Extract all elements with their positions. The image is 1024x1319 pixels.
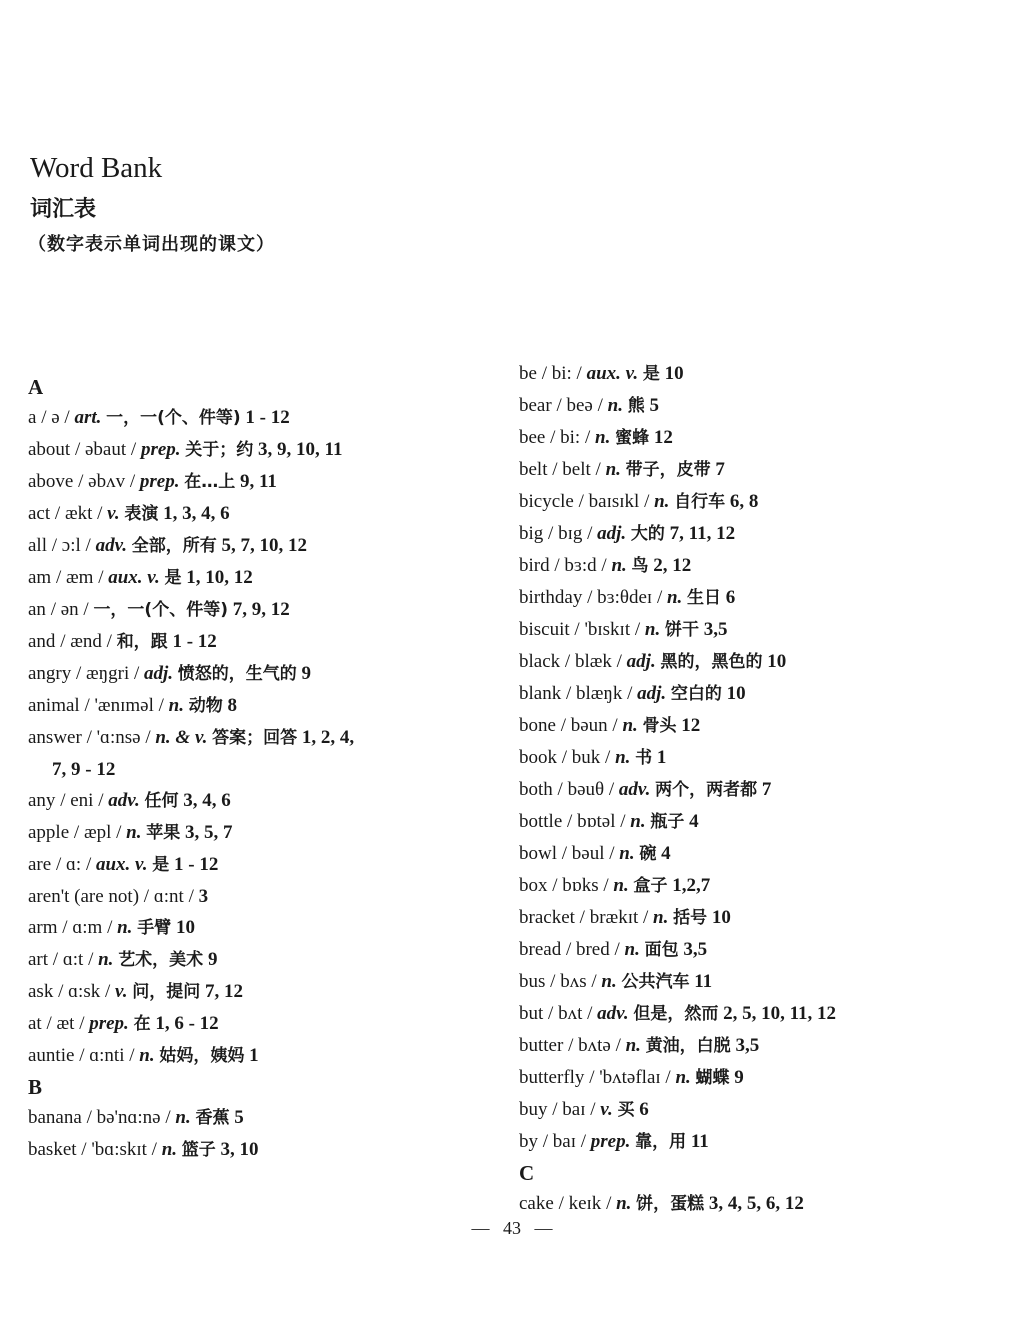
entry-lessons: 1, 3, 4, 6 [163,503,230,524]
entry-meaning: 饼，蛋糕 [636,1194,705,1214]
vocab-entry: black / blæk / adj. 黑的，黑色的 10 [519,651,787,672]
entry-lessons: 10 [664,363,684,384]
entry-phonetic: æt [56,1013,75,1034]
vocab-entry: bottle / bɒtəl / n. 瓶子 4 [519,811,699,832]
entry-word: any [28,790,56,811]
entry-lessons: 6 [639,1099,649,1120]
entry-lessons: 3, 10 [220,1139,259,1160]
entry-part-of-speech: n. [630,811,646,832]
entry-phonetic: ɑ:sk [68,981,101,1002]
entry-meaning: 靠，用 [635,1132,687,1152]
entry-part-of-speech: n. [607,395,623,416]
entry-phonetic: 'bɑ:skɪt [91,1139,147,1160]
vocab-entry: buy / baɪ / v. 买 6 [519,1099,649,1120]
entry-lessons: 1 - 12 [245,407,290,428]
entry-phonetic: ɔ:l [61,535,81,556]
entry-phonetic: buk [571,747,601,768]
entry-lessons: 1 - 12 [174,854,219,875]
entry-meaning: 在…上 [184,472,236,492]
entry-part-of-speech: n. [139,1045,155,1066]
entry-lessons: 1 [656,747,667,768]
entry-part-of-speech: n. [611,555,627,576]
page-footer [0,1218,1024,1239]
vocab-entry: art / ɑ:t / n. 艺术，美术 9 [28,949,218,970]
entry-meaning: 蝴蝶 [695,1068,730,1088]
entry-meaning: 公共汽车 [621,972,690,992]
entry-meaning: 关于；约 [185,440,254,460]
entry-part-of-speech: n. [666,587,683,608]
vocab-entry: butterfly / 'bʌtəflaɪ / n. 蝴蝶 9 [519,1067,744,1088]
entry-lessons: 3,5 [703,619,728,640]
entry-meaning: 表演 [124,504,159,524]
entry-lessons: 4 [689,811,699,832]
vocab-entry: animal / 'ænɪməl / n. 动物 8 [28,695,237,716]
entry-lessons: 1,2,7 [672,875,711,896]
entry-lessons: 4 [661,843,671,864]
entry-part-of-speech: art. [74,407,102,428]
entry-word: big [519,523,544,544]
vocab-entry: and / ænd / 和，跟 1 - 12 [28,631,217,652]
vocab-entry: act / ækt / v. 表演 1, 3, 4, 6 [28,503,230,524]
vocab-entry: bee / bi: / n. 蜜蜂 12 [519,427,673,448]
entry-word: bear [519,395,552,416]
vocab-entry: all / ɔ:l / adv. 全部，所有 5, 7, 10, 12 [28,535,308,556]
entry-phonetic: ɑ: [65,854,82,875]
section-letter: B [28,1075,43,1099]
entry-meaning: 带子，皮带 [625,460,711,480]
entry-part-of-speech: n. & v. [155,727,208,748]
entry-phonetic: æm [66,567,94,588]
page-number: 43 [503,1218,521,1238]
entry-meaning: 自行车 [674,492,726,512]
entry-lessons: 7 [761,779,772,800]
entry-phonetic: bəul [571,843,605,864]
entry-phonetic: 'ɑ:nsə [96,727,141,748]
entry-meaning: 动物 [188,696,223,716]
entry-lessons: 9, 11 [239,471,277,492]
entry-lessons: 11 [694,971,713,992]
entry-word: arm [28,917,58,938]
entry-part-of-speech: n. [644,619,661,640]
entry-word: but [519,1003,544,1024]
entry-part-of-speech: n. [117,917,133,938]
vocab-entry: but / bʌt / adv. 但是，然而 2, 5, 10, 11, 12 [519,1003,837,1024]
entry-word: about [28,439,71,460]
entry-word: butter [519,1035,564,1056]
entry-word: are [28,854,52,875]
entry-phonetic: blæk [574,651,612,672]
entry-phonetic: æŋgri [86,663,130,684]
entry-word: both [519,779,553,800]
right-column [519,358,997,1220]
page-title: Word Bank [30,152,163,184]
entry-phonetic: bɜ:θdeɪ [597,587,653,608]
entry-phonetic: 'bɪskɪt [584,619,631,640]
entry-part-of-speech: n. [595,427,611,448]
entry-lessons: 2, 5, 10, 11, 12 [723,1003,837,1024]
vocab-entry: bone / bəun / n. 骨头 12 [519,715,701,736]
entry-meaning: 和，跟 [116,632,168,652]
entry-phonetic: brækɪt [589,907,639,928]
entry-word: book [519,747,557,768]
vocab-entry: about / əbaut / prep. 关于；约 3, 9, 10, 11 [28,439,343,460]
entry-meaning: 两个，两者都 [655,780,758,800]
entry-word: a [28,407,37,428]
entry-part-of-speech: n. [98,949,114,970]
entry-word: angry [28,663,72,684]
entry-lessons: 12 [653,427,673,448]
entry-word: bread [519,939,562,960]
entry-meaning: 手臂 [137,918,172,938]
entry-meaning: 生日 [687,588,722,608]
entry-lessons: 11 [690,1131,709,1152]
vocab-entry: birthday / bɜ:θdeɪ / n. 生日 6 [519,587,736,608]
entry-meaning: 熊 [627,396,645,416]
entry-part-of-speech: n. [616,1193,632,1214]
entry-part-of-speech: n. [624,939,640,960]
entry-lessons: 1, 6 - 12 [155,1013,219,1034]
entry-part-of-speech: prep. [89,1013,129,1034]
entry-phonetic: ænd [70,631,102,652]
entry-lessons: 7, 11, 12 [669,523,736,544]
entry-lessons: 6, 8 [729,491,759,512]
entry-part-of-speech: n. [168,695,184,716]
vocab-entry: a / ə / art. 一，一(个、件等) 1 - 12 [28,407,290,428]
entry-phonetic: bred [575,939,610,960]
entry-part-of-speech: n. [601,971,617,992]
vocab-entry: be / bi: / aux. v. 是 10 [519,363,684,384]
entry-meaning: 一，一(个、件等) [93,600,228,620]
entry-part-of-speech: v. [107,503,120,524]
entry-lessons: 8 [227,695,237,716]
entry-lessons: 3, 5, 7 [185,822,233,843]
entry-lessons: 12 [681,715,701,736]
entry-lessons: 3 [198,886,209,907]
entry-meaning: 问，提问 [132,982,201,1002]
entry-part-of-speech: adj. [626,651,656,672]
vocab-entry: ask / ɑ:sk / v. 问，提问 7, 12 [28,981,243,1002]
entry-part-of-speech: n. [622,715,638,736]
entry-part-of-speech: adv. [618,779,651,800]
vocab-entry: bicycle / baɪsɪkl / n. 自行车 6, 8 [519,491,759,512]
entry-part-of-speech: prep. [590,1131,631,1152]
entry-lessons: 10 [175,917,195,938]
entry-meaning: 艺术，美术 [118,950,204,970]
entry-lessons: 7, 12 [204,981,243,1002]
entry-phonetic: bəun [570,715,608,736]
entry-lessons: 3,5 [735,1035,760,1056]
entry-phonetic: baɪ [562,1099,586,1120]
entry-part-of-speech: prep. [139,471,180,492]
entry-phonetic: bʌt [558,1003,583,1024]
entry-meaning: 黄油，白脱 [645,1036,731,1056]
entry-phonetic: əbaut [85,439,127,460]
entry-meaning: 饼干 [664,620,699,640]
entry-phonetic: bɪg [558,523,583,544]
entry-word: above [28,471,74,492]
entry-word: bone [519,715,556,736]
entry-part-of-speech: n. [625,1035,641,1056]
entry-word: by [519,1131,538,1152]
entry-lessons: 5, 7, 10, 12 [221,535,308,556]
entry-word: bottle [519,811,563,832]
entry-meaning: 姑妈，姨妈 [159,1046,245,1066]
entry-phonetic: 'bʌtəflaɪ [599,1067,661,1088]
entry-word: at [28,1013,42,1034]
entry-phonetic: əbʌv [88,471,126,492]
vocab-entry: aren't (are not) / ɑ:nt / 3 [28,886,209,907]
vocab-entry: butter / bʌtə / n. 黄油，白脱 3,5 [519,1035,760,1056]
entry-word: bus [519,971,546,992]
entry-meaning: 空白的 [670,684,722,704]
entry-meaning: 骨头 [642,716,677,736]
entry-meaning: 大的 [630,524,665,544]
entry-phonetic: ɑ:nt [153,886,184,907]
entry-lessons: 10 [726,683,746,704]
entry-phonetic: blæŋk [576,683,623,704]
entry-word: act [28,503,51,524]
entry-word: bracket [519,907,575,928]
entry-meaning: 蜜蜂 [615,428,650,448]
entry-lessons: 9 [301,663,312,684]
vocab-entry: at / æt / prep. 在 1, 6 - 12 [28,1013,219,1034]
entry-meaning: 香蕉 [195,1108,230,1128]
section-letter: A [28,375,44,399]
entry-phonetic: baɪ [552,1131,576,1152]
entry-phonetic: æpl [83,822,112,843]
entry-part-of-speech: n. [161,1139,178,1160]
entry-word: bird [519,555,550,576]
entry-word: all [28,535,47,556]
entry-word: buy [519,1099,548,1120]
entry-word: belt [519,459,548,480]
entry-part-of-speech: n. [126,822,142,843]
entry-lessons: 5 [234,1107,244,1128]
entry-meaning: 答案；回答 [212,728,298,748]
vocab-entry: above / əbʌv / prep. 在…上 9, 11 [28,471,277,492]
entry-meaning: 苹果 [146,823,181,843]
vocab-entry: both / bəuθ / adv. 两个，两者都 7 [519,779,772,800]
entry-part-of-speech: n. [619,843,635,864]
entry-meaning: 书 [635,748,653,768]
entry-lessons: 10 [767,651,787,672]
vocab-entry: by / baɪ / prep. 靠，用 11 [519,1131,709,1152]
entry-lessons: 3, 9, 10, 11 [258,439,343,460]
entry-phonetic: bɒks [562,875,599,896]
vocab-entry: am / æm / aux. v. 是 1, 10, 12 [28,567,253,588]
entry-meaning: 是 [152,855,170,875]
entry-word: basket [28,1139,77,1160]
entry-word: birthday [519,587,583,608]
entry-meaning: 碗 [639,844,657,864]
entry-word: am [28,567,52,588]
entry-word: be [519,363,537,384]
entry-part-of-speech: adj. [144,663,174,684]
vocab-entry: any / eni / adv. 任何 3, 4, 6 [28,790,231,811]
entry-lessons: 2, 12 [653,555,692,576]
entry-meaning: 盒子 [633,876,668,896]
entry-word: animal [28,695,80,716]
entry-part-of-speech: n. [615,747,631,768]
vocab-entry: bread / bred / n. 面包 3,5 [519,939,708,960]
entry-lessons: 1, 2, 4, [301,727,355,748]
vocab-entry: auntie / ɑ:nti / n. 姑妈，姨妈 1 [28,1045,259,1066]
entry-part-of-speech: adj. [597,523,627,544]
vocab-entry: banana / bə'nɑ:nə / n. 香蕉 5 [28,1107,244,1128]
entry-phonetic: baɪsɪkl [588,491,640,512]
entry-lessons: 3, 4, 6 [183,790,231,811]
vocab-entry: cake / keɪk / n. 饼，蛋糕 3, 4, 5, 6, 12 [519,1193,804,1214]
entry-meaning: 是 [164,568,182,588]
entry-part-of-speech: n. [654,491,670,512]
entry-meaning: 愤怒的，生气的 [177,664,297,684]
entry-meaning: 全部，所有 [131,536,217,556]
left-column [28,372,506,1166]
entry-word: butterfly [519,1067,585,1088]
vocab-entry: belt / belt / n. 带子，皮带 7 [519,459,725,480]
entry-phonetic: ɑ:m [72,917,103,938]
page-note: （数字表示单词出现的课文） [28,234,275,255]
entry-word: aren't (are not) [28,886,140,907]
entry-word: banana [28,1107,82,1128]
entry-word: an [28,599,46,620]
entry-part-of-speech: adj. [637,683,667,704]
entry-word: ask [28,981,54,1002]
entry-part-of-speech: n. [175,1107,191,1128]
entry-part-of-speech: aux. v. [586,363,639,384]
entry-word: auntie [28,1045,75,1066]
section-letter: C [519,1161,535,1185]
entry-part-of-speech: adv. [597,1003,629,1024]
entry-part-of-speech: adv. [108,790,140,811]
entry-phonetic: beə [566,395,593,416]
vocab-entry: bus / bʌs / n. 公共汽车 11 [519,971,713,992]
entry-word: answer [28,727,82,748]
entry-meaning: 括号 [673,908,708,928]
entry-lessons: 1 - 12 [172,631,217,652]
entry-word: blank [519,683,562,704]
entry-word: box [519,875,548,896]
entry-phonetic: ən [60,599,79,620]
entry-phonetic: ækt [64,503,93,524]
entry-phonetic: ə [51,407,60,428]
entry-word: art [28,949,49,970]
entry-lessons: 3, 4, 5, 6, 12 [708,1193,804,1214]
entry-phonetic: bɜ:d [564,555,597,576]
entry-meaning: 鸟 [631,556,649,576]
vocab-entry: bowl / bəul / n. 碗 4 [519,843,671,864]
entry-word: bee [519,427,546,448]
vocab-entry: arm / ɑ:m / n. 手臂 10 [28,917,195,938]
entry-meaning: 瓶子 [650,812,685,832]
entry-meaning: 是 [642,364,660,384]
entry-word: and [28,631,56,652]
entry-part-of-speech: n. [653,907,669,928]
vocab-entry: basket / 'bɑ:skɪt / n. 篮子 3, 10 [28,1139,259,1160]
entry-lessons: 7 [715,459,725,480]
vocab-entry: bear / beə / n. 熊 5 [519,395,659,416]
entry-part-of-speech: prep. [140,439,181,460]
entry-phonetic: keɪk [568,1193,602,1214]
entry-lessons: 3,5 [683,939,708,960]
entry-part-of-speech: v. [600,1099,613,1120]
vocab-entry: bracket / brækɪt / n. 括号 10 [519,907,731,928]
entry-continuation: 7, 9 - 12 [52,759,116,780]
vocab-entry: box / bɒks / n. 盒子 1,2,7 [519,875,711,896]
entry-lessons: 10 [711,907,731,928]
entry-phonetic: eni [70,790,94,811]
entry-part-of-speech: aux. v. [95,854,148,875]
entry-part-of-speech: adv. [95,535,128,556]
entry-meaning: 但是，然而 [633,1004,719,1024]
entry-word: bowl [519,843,557,864]
vocab-entry: big / bɪg / adj. 大的 7, 11, 12 [519,523,736,544]
entry-part-of-speech: aux. v. [108,567,160,588]
vocab-entry: answer / 'ɑ:nsə / n. & v. 答案；回答 1, 2, 4, [28,727,355,748]
entry-meaning: 面包 [644,940,679,960]
entry-phonetic: bə'nɑ:nə [96,1107,161,1128]
vocab-entry: angry / æŋgri / adj. 愤怒的，生气的 9 [28,663,312,684]
entry-meaning: 买 [617,1100,635,1120]
entry-word: bicycle [519,491,574,512]
entry-lessons: 9 [207,949,218,970]
entry-phonetic: bɒtəl [577,811,616,832]
entry-phonetic: bi: [560,427,581,448]
entry-phonetic: bəuθ [567,779,605,800]
entry-meaning: 任何 [144,791,179,811]
vocab-entry: an / ən / 一，一(个、件等) 7, 9, 12 [28,599,290,620]
entry-lessons: 1, 10, 12 [186,567,253,588]
entry-part-of-speech: n. [675,1067,691,1088]
vocab-entry: biscuit / 'bɪskɪt / n. 饼干 3,5 [519,619,728,640]
entry-phonetic: ɑ:nti [89,1045,125,1066]
entry-phonetic: bʌs [560,971,587,992]
entry-word: biscuit [519,619,570,640]
entry-phonetic: 'ænɪməl [94,695,154,716]
entry-phonetic: belt [562,459,591,480]
entry-word: apple [28,822,70,843]
entry-word: cake [519,1193,554,1214]
entry-meaning: 篮子 [181,1140,216,1160]
entry-phonetic: bi: [551,363,572,384]
footer-dash-left: — [471,1218,490,1238]
entry-lessons: 5 [649,395,659,416]
vocab-entry: bird / bɜ:d / n. 鸟 2, 12 [519,555,692,576]
entry-lessons: 6 [725,587,736,608]
entry-lessons: 7, 9, 12 [232,599,290,620]
entry-phonetic: ɑ:t [62,949,84,970]
entry-meaning: 在 [133,1014,151,1034]
entry-meaning: 一，一(个、件等) [106,408,241,428]
footer-dash-right: — [534,1218,553,1238]
entry-word: black [519,651,561,672]
vocab-entry: are / ɑ: / aux. v. 是 1 - 12 [28,854,219,875]
vocab-entry: blank / blæŋk / adj. 空白的 10 [519,683,746,704]
vocab-entry: book / buk / n. 书 1 [519,747,667,768]
entry-lessons: 1 [249,1045,259,1066]
page-subtitle: 词汇表 [30,196,97,222]
entry-part-of-speech: v. [115,981,128,1002]
entry-lessons: 9 [734,1067,744,1088]
vocab-entry: apple / æpl / n. 苹果 3, 5, 7 [28,822,233,843]
entry-phonetic: bʌtə [578,1035,611,1056]
entry-part-of-speech: n. [605,459,621,480]
entry-part-of-speech: n. [613,875,629,896]
entry-meaning: 黑的，黑色的 [660,652,763,672]
